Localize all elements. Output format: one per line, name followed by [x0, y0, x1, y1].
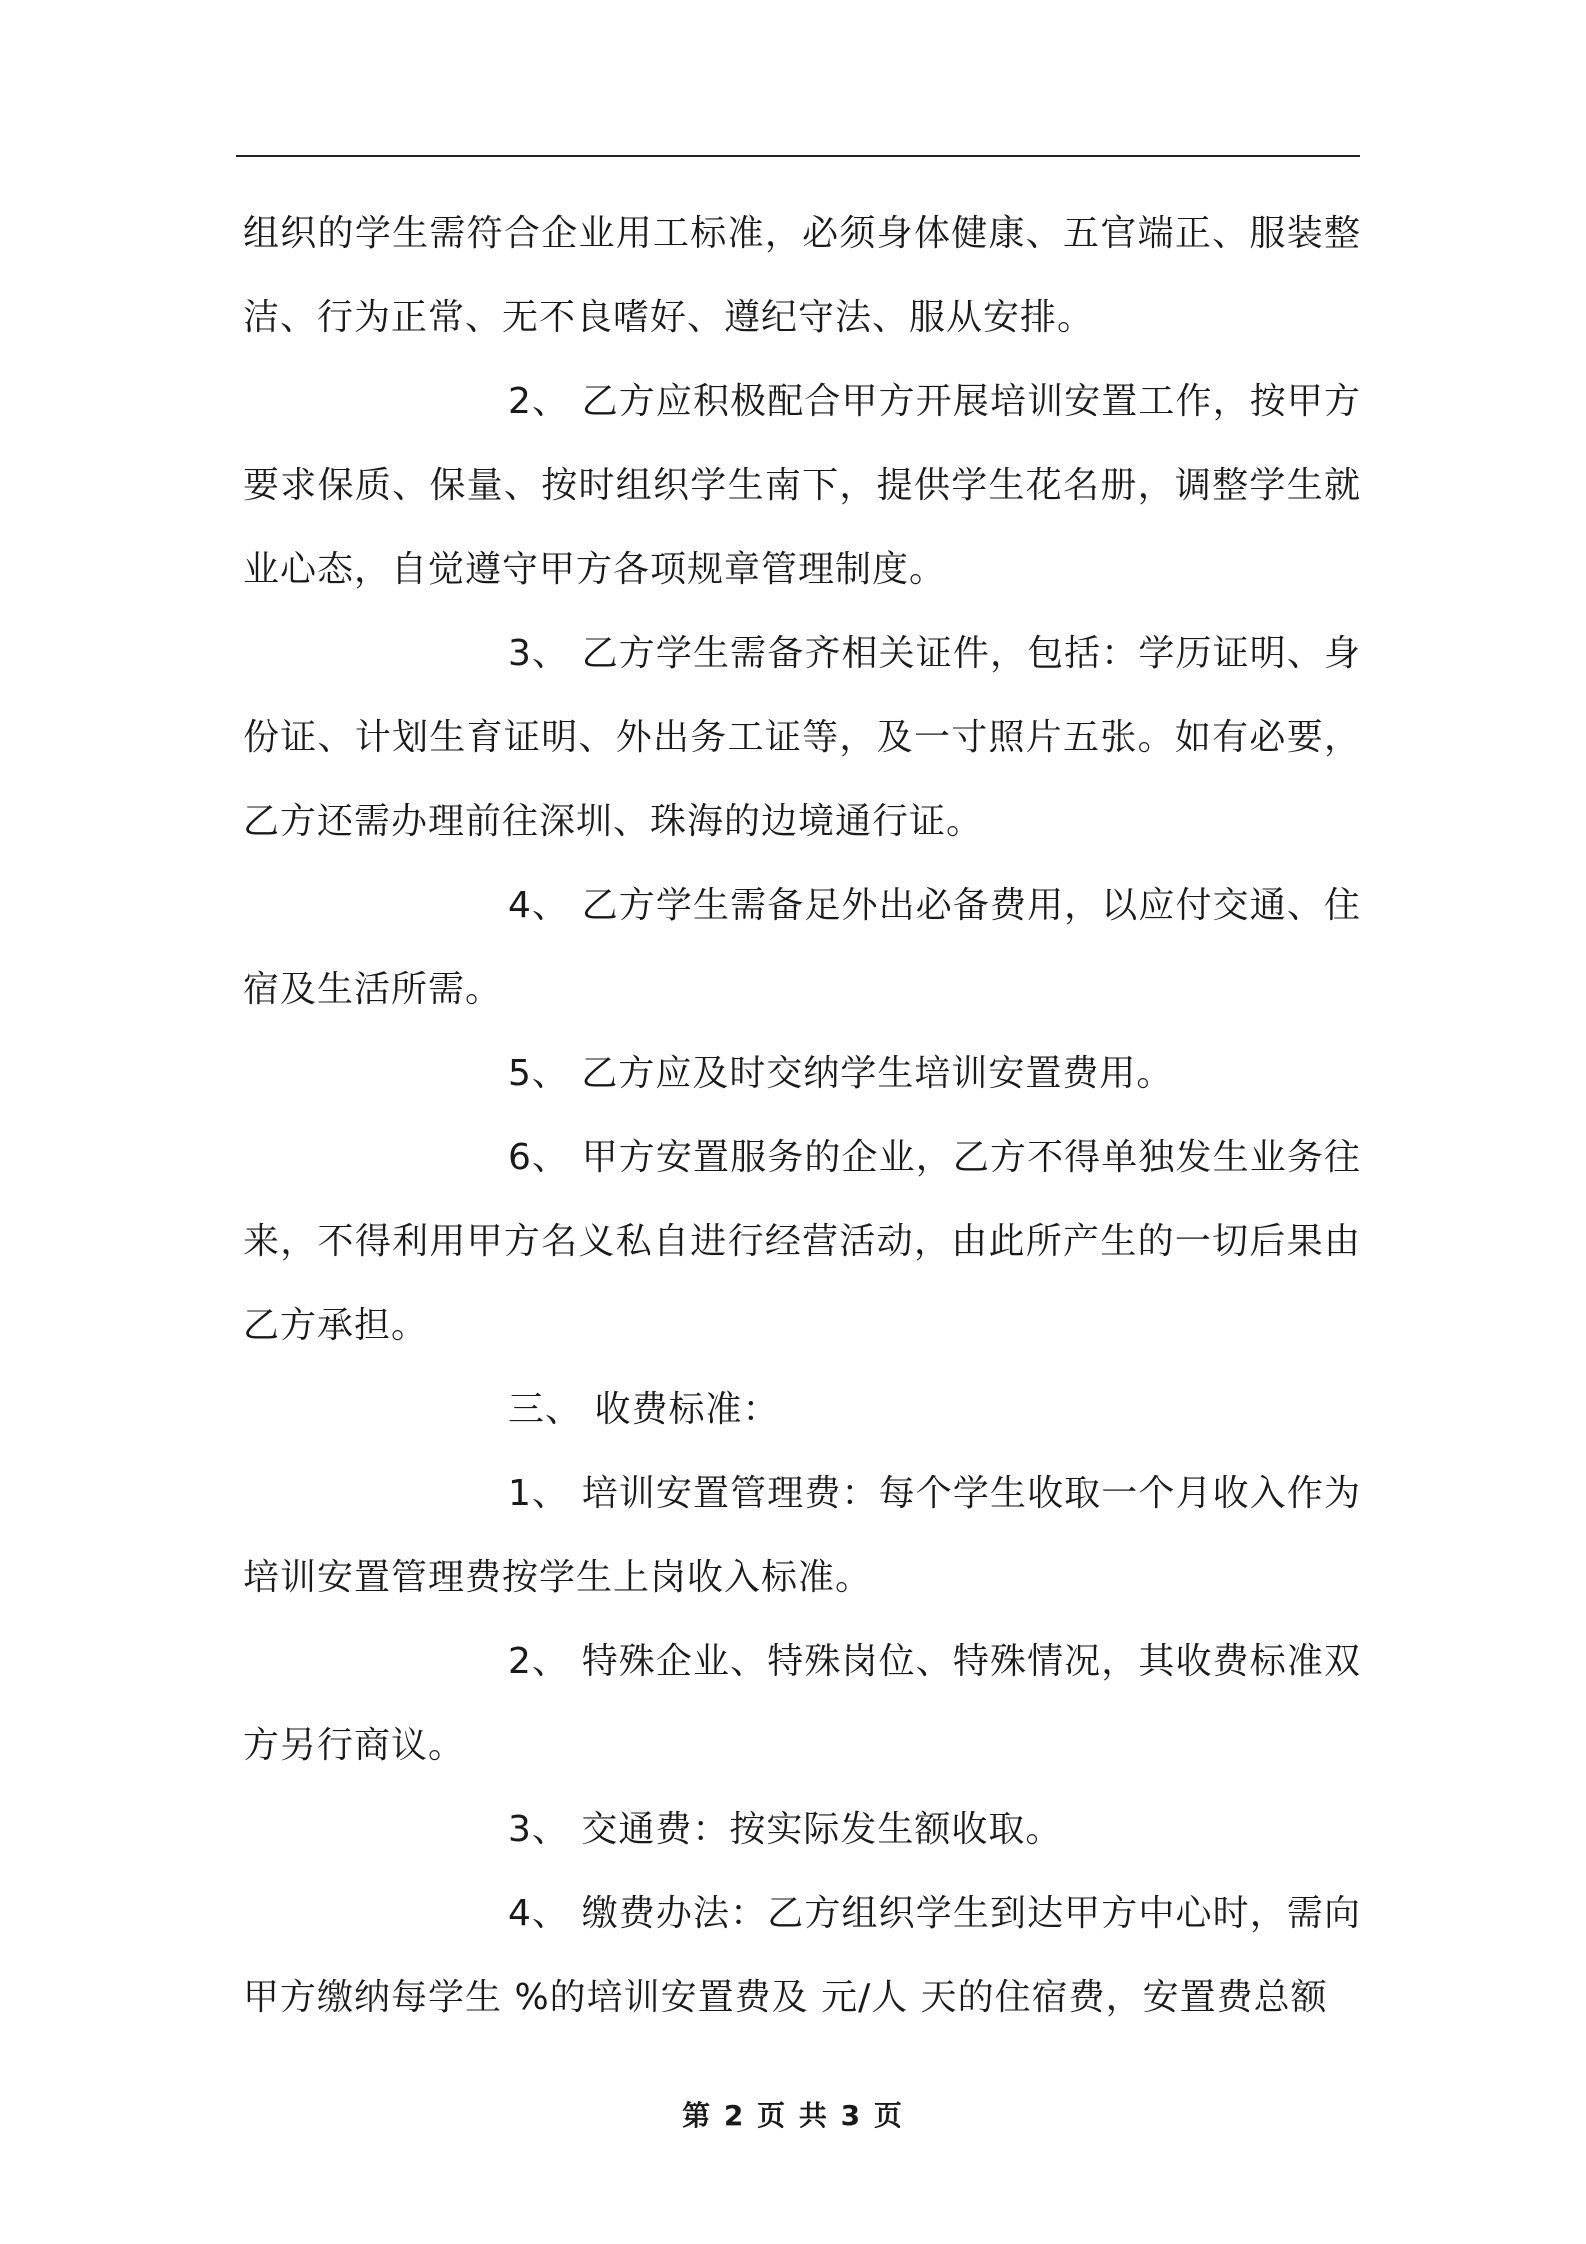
paragraph-item-5: 5、 乙方应及时交纳学生培训安置费用。 — [508, 1053, 1174, 1094]
paragraph-fee-3: 3、 交通费：按实际发生额收取。 — [508, 1809, 1063, 1850]
section-heading-fees: 三、 收费标准： — [508, 1389, 780, 1430]
paragraph-item-6: 6、 甲方安置服务的企业，乙方不得单独发生业务往来，不得利用甲方名义私自进行经营活动，由此所产生的一切后果由乙方承担。 — [243, 1137, 1361, 1346]
header-rule — [236, 155, 1360, 157]
page-number: 第 2 页 共 3 页 — [682, 2099, 904, 2132]
document-body — [243, 192, 1361, 2040]
paragraph-item-3: 3、 乙方学生需备齐相关证件，包括：学历证明、身份证、计划生育证明、外出务工证等，及一寸照片五张。如有必要，乙方还需办理前往深圳、珠海的边境通行证。 — [243, 633, 1361, 842]
paragraph-item-2: 2、 乙方应积极配合甲方开展培训安置工作，按甲方要求保质、保量、按时组织学生南下，提供学生花名册，调整学生就业心态，自觉遵守甲方各项规章管理制度。 — [243, 381, 1361, 590]
paragraph-fee-2: 2、 特殊企业、特殊岗位、特殊情况，其收费标准双方另行商议。 — [243, 1641, 1361, 1766]
paragraph-continuation: 组织的学生需符合企业用工标准，必须身体健康、五官端正、服装整洁、行为正常、无不良嗜好、遵纪守法、服从安排。 — [243, 213, 1361, 338]
paragraph-fee-4: 4、 缴费办法：乙方组织学生到达甲方中心时，需向甲方缴纳每学生 %的培训安置费及 元/人 天的住宿费，安置费总额 — [243, 1893, 1361, 2018]
paragraph-item-4: 4、 乙方学生需备足外出必备费用，以应付交通、住宿及生活所需。 — [243, 885, 1361, 1010]
paragraph-fee-1: 1、 培训安置管理费：每个学生收取一个月收入作为培训安置管理费按学生上岗收入标准。 — [243, 1473, 1361, 1598]
